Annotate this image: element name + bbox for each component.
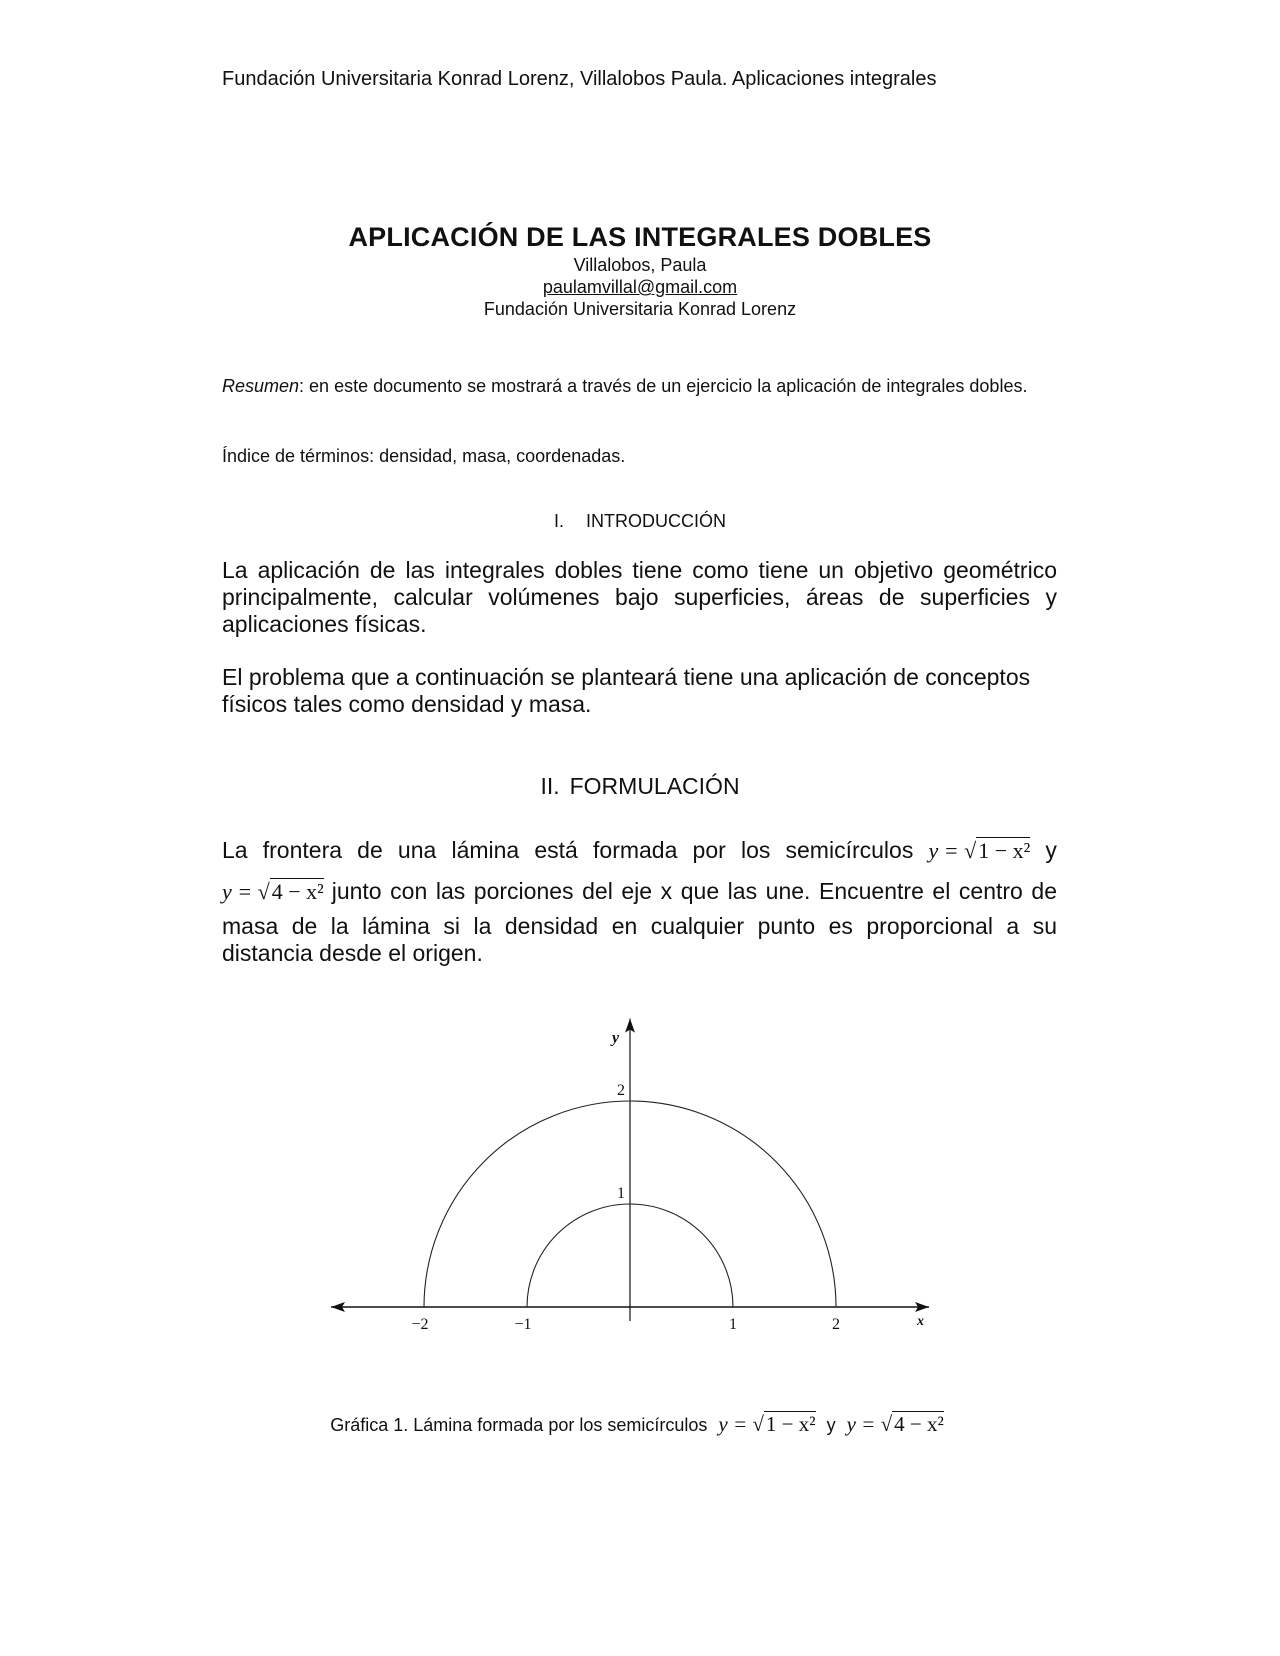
- lamina-chart: [310, 1010, 950, 1370]
- formulation-rest: masa de la lámina si la densidad en cualquier punto es proporcional a su distancia desde el origen.: [222, 913, 1057, 966]
- eq-lhs: y =: [222, 879, 253, 904]
- y-tick-label: 1: [617, 1185, 625, 1202]
- intro-line-1: La aplicación de las integrales dobles tiene como tiene un objetivo geométrico: [222, 557, 1057, 583]
- caption-equation-inner: y = √1 − x²: [718, 1412, 816, 1436]
- index-terms: Índice de términos: densidad, masa, coordenadas.: [222, 446, 626, 466]
- eq-radicand: 4 − x²: [894, 1412, 944, 1436]
- y-tick-label: 2: [617, 1082, 625, 1099]
- word: formada: [593, 837, 678, 863]
- word: una: [397, 837, 437, 863]
- word: está: [534, 837, 578, 863]
- word: de: [357, 837, 383, 863]
- caption-equation-outer: y = √4 − x²: [846, 1412, 944, 1436]
- word: La: [222, 837, 248, 863]
- author-name: Villalobos, Paula: [573, 255, 707, 275]
- formulation-text: junto con las porciones del eje x que las une. Encuentre el centro de: [331, 878, 1057, 904]
- caption-conjunction: y: [826, 1415, 836, 1435]
- equation-outer-semicircle: y = √4 − x²: [222, 879, 324, 904]
- x-tick-label: −1: [514, 1316, 532, 1333]
- abstract: [222, 375, 1057, 398]
- word: semicírculos: [785, 837, 914, 863]
- formulation-line-2: [222, 878, 1057, 905]
- formulation-line-1: [222, 837, 1057, 864]
- abstract-text: : en este documento se mostrará a través de un ejercicio la aplicación de integrales dobles.: [299, 376, 1028, 396]
- eq-radicand: 1 − x²: [978, 838, 1031, 863]
- section-heading-formulacion: [0, 773, 1280, 800]
- figure-caption: [0, 1412, 1280, 1437]
- intro-paragraph-1: [222, 557, 1057, 638]
- author-affiliation: Fundación Universitaria Konrad Lorenz: [483, 299, 797, 319]
- author-email-link[interactable]: paulamvillal@gmail.com: [542, 277, 738, 297]
- section-title: INTRODUCCIÓN: [586, 511, 726, 531]
- eq-lhs: y =: [846, 1412, 876, 1436]
- caption-text: Gráfica 1. Lámina formada por los semicírculos: [330, 1415, 708, 1435]
- eq-lhs: y =: [928, 838, 959, 863]
- intro-line-3: aplicaciones físicas.: [222, 611, 427, 637]
- x-tick-label: 2: [832, 1316, 840, 1333]
- intro-line-2: principalmente, calcular volúmenes bajo superficies, áreas de superficies y: [222, 584, 1057, 610]
- conjunction: y: [1045, 837, 1057, 863]
- eq-radicand: 1 − x²: [765, 1412, 816, 1436]
- y-axis-label: y: [612, 1029, 620, 1047]
- running-header: Fundación Universitaria Konrad Lorenz, Villalobos Paula. Aplicaciones integrales: [222, 68, 937, 90]
- eq-radicand: 4 − x²: [271, 879, 324, 904]
- section-number: I.: [553, 511, 564, 531]
- word: frontera: [262, 837, 343, 863]
- word: los: [740, 837, 771, 863]
- x-tick-label: 1: [729, 1316, 737, 1333]
- equation-inner-semicircle: y = √1 − x²: [928, 838, 1031, 863]
- x-axis-label: x: [917, 1314, 924, 1329]
- abstract-label: Resumen: [222, 376, 300, 396]
- word: por: [692, 837, 726, 863]
- eq-lhs: y =: [718, 1412, 748, 1436]
- intro-paragraph-2: El problema que a continuación se planteará tiene una aplicación de conceptos físicos tales como densidad y masa.: [222, 664, 1031, 717]
- section-heading-introduccion: [0, 511, 1280, 532]
- x-tick-label: −2: [411, 1316, 429, 1333]
- section-title: FORMULACIÓN: [569, 773, 740, 799]
- paper-title: APLICACIÓN DE LAS INTEGRALES DOBLES: [348, 222, 932, 252]
- word: lámina: [451, 837, 520, 863]
- section-number: II.: [540, 773, 560, 799]
